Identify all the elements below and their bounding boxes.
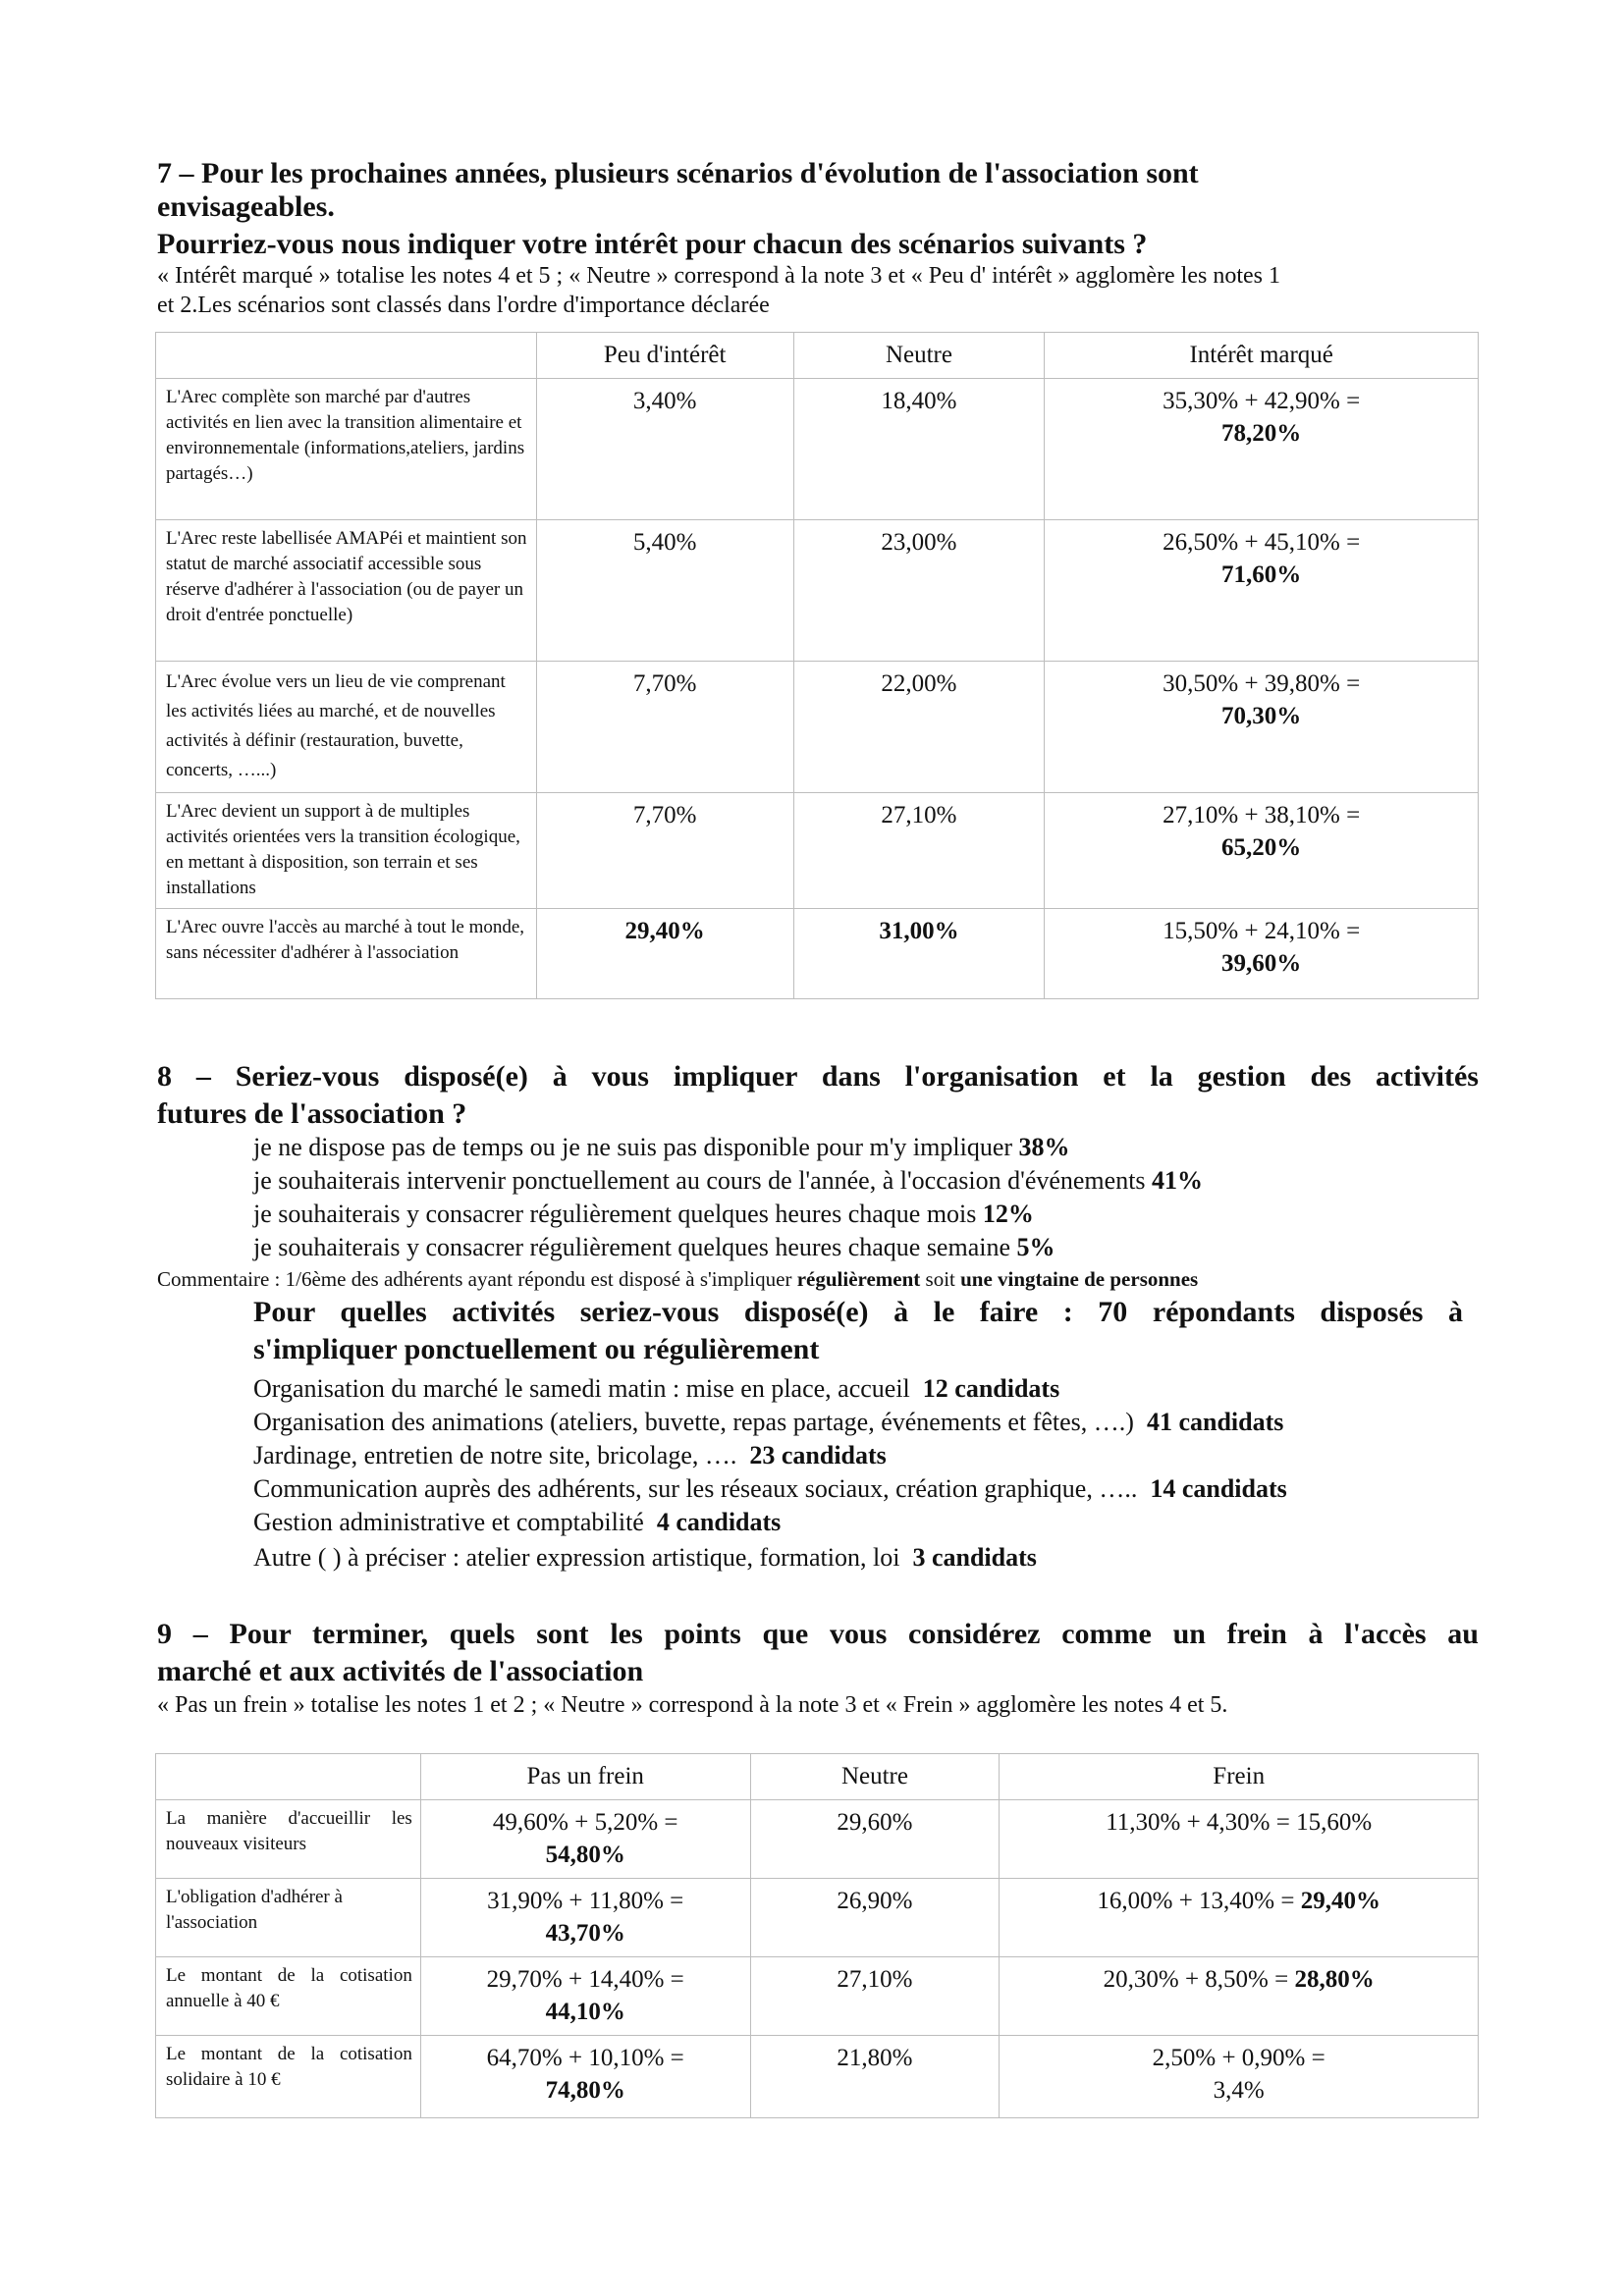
table-row [156,662,1479,793]
activity-count: 12 candidats [922,1374,1060,1403]
q8-option [253,1164,1203,1198]
frein-value [1000,2036,1479,2118]
pas-calc: 31,90% + 11,80% = [487,1888,684,1914]
frein-label: L'obligation d'adhérer à l'association [156,1879,421,1957]
q9-header-pas: Pas un frein [420,1754,750,1800]
q9-note: « Pas un frein » totalise les notes 1 et 2 ; « Neutre » correspond à la note 3 et « Frein » agglomère les notes 4 et 5. [157,1692,1228,1718]
q7-note-line2: et 2.Les scénarios sont classés dans l'ordre d'importance déclarée [157,293,770,318]
q7-title-line1: 7 – Pour les prochaines années, plusieurs scénarios d'évolution de l'association sont [157,157,1199,189]
q8-option [253,1231,1203,1264]
frein-value [1000,1879,1479,1957]
activities-title-line2: s'impliquer ponctuellement ou régulièrement [253,1333,820,1365]
peu-value: 7,70% [536,793,793,909]
neutre-value: 27,10% [750,1957,1000,2036]
q8-option [253,1198,1203,1231]
frein-total: 28,80% [1294,1966,1375,1993]
q9-table [155,1753,1479,2118]
q7-header-interet: Intérêt marqué [1045,333,1479,379]
q7-title-line3: Pourriez-vous nous indiquer votre intérêt pour chacun des scénarios suivants ? [157,228,1148,260]
q9-title-line2: marché et aux activités de l'association [157,1655,644,1687]
neutre-value-bold: 31,00% [879,918,959,944]
option-text: je souhaiterais intervenir ponctuellement au cours de l'année, à l'occasion d'événements [253,1166,1146,1195]
activity-item [253,1406,1287,1439]
frein-calc: 11,30% + 4,30% = 15,60% [1106,1809,1373,1836]
q9-header-empty [156,1754,421,1800]
activity-count: 4 candidats [656,1508,782,1536]
table-row [156,1957,1479,2036]
activities-title-line1: Pour quelles activités seriez-vous disposé(e) à le faire : 70 répondants disposés à [253,1296,1463,1328]
pas-total: 43,70% [545,1920,625,1947]
table-row [156,1800,1479,1879]
option-text: je souhaiterais y consacrer régulièrement quelques heures chaque semaine [253,1233,1010,1261]
q7-note-line1: « Intérêt marqué » totalise les notes 4 et 5 ; « Neutre » correspond à la note 3 et « Peu d' intérêt » agglomère les notes 1 [157,263,1280,289]
q8-title-line1: 8 – Seriez-vous disposé(e) à vous impliquer dans l'organisation et la gestion des activités [157,1060,1479,1093]
interet-calc: 15,50% + 24,10% = [1163,918,1361,944]
interet-total: 65,20% [1221,834,1302,861]
activity-count: 41 candidats [1146,1408,1284,1436]
activity-text: Organisation du marché le samedi matin : mise en place, accueil [253,1374,910,1403]
q7-header-neutre: Neutre [793,333,1045,379]
comment-bold: régulièrement [796,1267,921,1291]
activity-count: 14 candidats [1150,1474,1287,1503]
activity-item [253,1472,1287,1506]
comment-bold: une vingtaine de personnes [960,1267,1199,1291]
neutre-value: 29,60% [750,1800,1000,1879]
interet-calc: 35,30% + 42,90% = [1163,388,1361,414]
interet-calc: 30,50% + 39,80% = [1163,670,1361,697]
q7-header-row [156,333,1479,379]
interet-total: 70,30% [1221,703,1302,729]
frein-value [1000,1800,1479,1879]
pas-total: 54,80% [545,1842,625,1868]
q7-title-line2: envisageables. [157,190,335,223]
activity-text: Autre ( ) à préciser : atelier expression artistique, formation, loi [253,1543,900,1572]
pas-calc: 64,70% + 10,10% = [486,2045,684,2071]
table-row [156,520,1479,662]
pas-value [420,2036,750,2118]
frein-label: Le montant de la cotisation solidaire à 10 € [156,2036,421,2118]
q8-heading [157,1058,1479,1133]
neutre-value: 22,00% [793,662,1045,793]
option-pct: 5% [1016,1233,1055,1261]
frein-calc: 2,50% + 0,90% = [1152,2045,1325,2071]
peu-value [536,909,793,999]
neutre-value: 26,90% [750,1879,1000,1957]
frein-label: La manière d'accueillir les nouveaux visiteurs [156,1800,421,1879]
q8-title-line2: futures de l'association ? [157,1097,467,1130]
neutre-value: 23,00% [793,520,1045,662]
pas-total: 74,80% [545,2077,625,2104]
pas-calc: 29,70% + 14,40% = [486,1966,684,1993]
interet-value [1045,909,1479,999]
interet-total: 39,60% [1221,950,1302,977]
peu-value: 3,40% [536,379,793,520]
table-row [156,1879,1479,1957]
table-row [156,2036,1479,2118]
scenario-label: L'Arec devient un support à de multiples activités orientées vers la transition écologique, en mettant à disposition, son terrain et ses installations [156,793,537,909]
activity-text: Gestion administrative et comptabilité [253,1508,644,1536]
q9-header-neutre: Neutre [750,1754,1000,1800]
option-text: je souhaiterais y consacrer régulièrement quelques heures chaque mois [253,1200,977,1228]
option-pct: 38% [1018,1133,1070,1161]
interet-total: 78,20% [1221,420,1302,447]
table-row [156,379,1479,520]
activity-item [253,1372,1287,1406]
q8-comment [157,1265,1198,1293]
q7-table [155,332,1479,999]
pas-value [420,1879,750,1957]
scenario-label: L'Arec évolue vers un lieu de vie comprenant les activités liées au marché, et de nouvelles activités à définir (restauration, buvette, concerts, …...) [156,662,537,793]
table-row [156,909,1479,999]
interet-value [1045,520,1479,662]
interet-total: 71,60% [1221,561,1302,588]
q8-option [253,1131,1203,1164]
activity-item [253,1506,1287,1539]
q9-heading [157,1616,1479,1720]
q9-header-frein: Frein [1000,1754,1479,1800]
neutre-value [793,909,1045,999]
pas-total: 44,10% [545,1999,625,2025]
scenario-label: L'Arec ouvre l'accès au marché à tout le monde, sans nécessiter d'adhérer à l'association [156,909,537,999]
activity-item [253,1541,1287,1575]
interet-value [1045,793,1479,909]
interet-calc: 26,50% + 45,10% = [1163,529,1361,556]
neutre-value: 21,80% [750,2036,1000,2118]
frein-total: 3,4% [1213,2077,1265,2104]
activity-text: Organisation des animations (ateliers, buvette, repas partage, événements et fêtes, ….) [253,1408,1134,1436]
frein-calc: 16,00% + 13,40% = [1097,1888,1295,1914]
comment-text: Commentaire : 1/6ème des adhérents ayant répondu est disposé à s'impliquer [157,1267,792,1291]
activity-text: Communication auprès des adhérents, sur les réseaux sociaux, création graphique, ….. [253,1474,1138,1503]
q7-heading [157,157,1483,320]
pas-calc: 49,60% + 5,20% = [492,1809,678,1836]
q8-options [253,1131,1203,1264]
neutre-value: 27,10% [793,793,1045,909]
comment-text: soit [925,1267,955,1291]
peu-value: 5,40% [536,520,793,662]
activity-item [253,1439,1287,1472]
q8-activities-heading [253,1294,1463,1368]
frein-calc: 20,30% + 8,50% = [1103,1966,1289,1993]
table-row [156,793,1479,909]
frein-label: Le montant de la cotisation annuelle à 40 € [156,1957,421,2036]
option-pct: 41% [1152,1166,1204,1195]
activity-count: 3 candidats [912,1543,1037,1572]
activity-count: 23 candidats [749,1441,887,1469]
q8-activities-list [253,1372,1287,1575]
peu-value-bold: 29,40% [624,918,705,944]
option-text: je ne dispose pas de temps ou je ne suis pas disponible pour m'y impliquer [253,1133,1013,1161]
q7-header-peu: Peu d'intérêt [536,333,793,379]
frein-total: 29,40% [1300,1888,1380,1914]
peu-value: 7,70% [536,662,793,793]
q7-header-empty [156,333,537,379]
q9-title-line1: 9 – Pour terminer, quels sont les points que vous considérez comme un frein à l'accès au [157,1618,1479,1650]
option-pct: 12% [982,1200,1034,1228]
frein-value [1000,1957,1479,2036]
interet-value [1045,379,1479,520]
activity-text: Jardinage, entretien de notre site, bricolage, …. [253,1441,737,1469]
interet-value [1045,662,1479,793]
scenario-label: L'Arec reste labellisée AMAPéi et maintient son statut de marché associatif accessible sous réserve d'adhérer à l'association (ou de payer un droit d'entrée ponctuelle) [156,520,537,662]
scenario-label: L'Arec complète son marché par d'autres activités en lien avec la transition alimentaire et environnementale (informations,ateliers, jardins partagés…) [156,379,537,520]
pas-value [420,1957,750,2036]
pas-value [420,1800,750,1879]
neutre-value: 18,40% [793,379,1045,520]
q9-header-row [156,1754,1479,1800]
interet-calc: 27,10% + 38,10% = [1163,802,1361,828]
